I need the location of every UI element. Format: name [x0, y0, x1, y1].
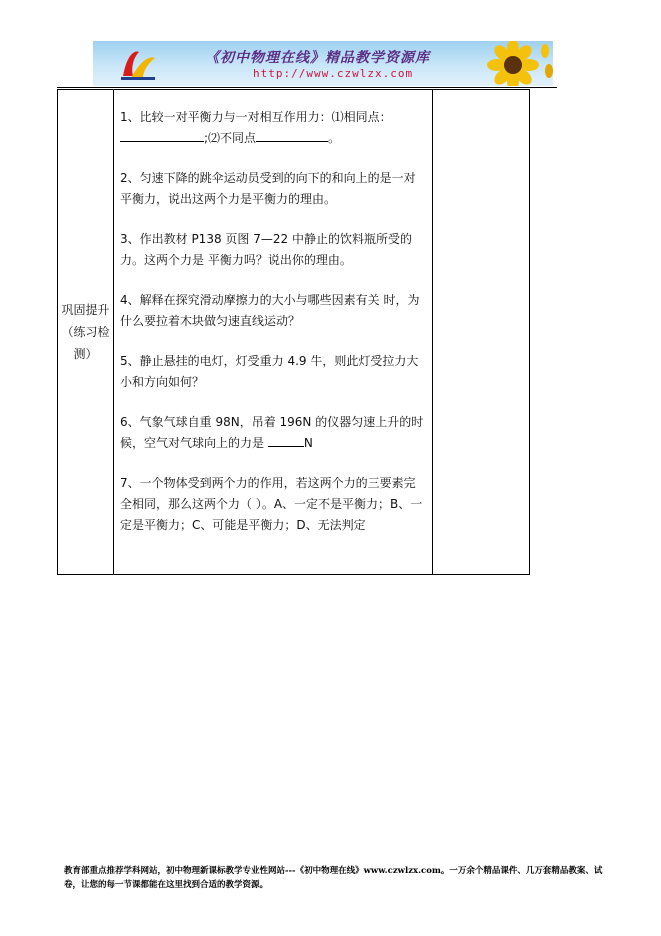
site-url[interactable]: http://www.czwlzx.com: [253, 67, 414, 80]
site-title: 《初中物理在线》精品教学资源库: [205, 50, 430, 66]
question-3: 3、作出教材 P138 页图 7—22 中静止的饮料瓶所受的力。这两个力是 平衡力吗？说出你的理由。: [120, 232, 412, 267]
site-logo-icon: [117, 46, 157, 82]
header-rule: [57, 87, 557, 88]
questions-cell: [114, 90, 433, 575]
question-6: 6、气象气球自重 98N，吊着 196N 的仪器匀速上升的时候，空气对气球向上的力是 N: [120, 415, 424, 450]
answer-blank-2[interactable]: [256, 128, 328, 142]
question-1: 1、比较一对平衡力与一对相互作用力：⑴相同点：;⑵不同点 。: [120, 110, 392, 145]
sunflower-icon: [473, 41, 553, 86]
row-label-cell: [58, 90, 114, 575]
row-label: 巩固提升（练习检测）: [61, 303, 110, 361]
answer-blank-3[interactable]: [268, 433, 304, 447]
notes-cell: [433, 90, 530, 575]
question-2: 2、匀速下降的跳伞运动员受到的向下的和向上的是一对平衡力，说出这两个力是平衡力的理由。: [120, 171, 416, 206]
question-7: 7、一个物体受到两个力的作用，若这两个力的三要素完全相同，那么这两个力（ ）。A、一定不是平衡力；B、一定是平衡力；C、可能是平衡力；D、无法判定: [120, 476, 423, 532]
exercise-table: [57, 89, 530, 575]
answer-blank-1[interactable]: [120, 128, 204, 142]
footer-note: 教育部重点推荐学科网站，初中物理新课标教学专业性网站---《初中物理在线》www.czwlzx.com。一万余个精品课件、几万套精品教案、试卷，让您的每一节课都能在这里找到合适的教学资源。: [64, 866, 603, 890]
question-5: 5、静止悬挂的电灯，灯受重力 4.9 牛，则此灯受拉力大小和方向如何？: [120, 354, 419, 389]
question-4: 4、解释在探究滑动摩擦力的大小与哪些因素有关 时，为什么要拉着木块做匀速直线运动？: [120, 293, 420, 328]
header-banner: [93, 41, 553, 86]
